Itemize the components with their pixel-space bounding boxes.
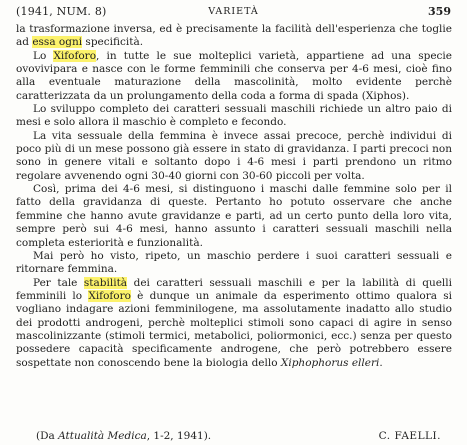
source-suffix: , 1-2, 1941). <box>146 430 212 442</box>
text-run: La vita sessuale della femmina è invece assai precoce, perchè individui di poco più di un mese possono già essere in stato di gravidanza. I parti precoci non sono in genere vitali e soltanto dopo i 4-6 mesi i parti prendono un ritmo regolare avvenendo ogni 30-40 giorni con 30-60 piccoli per volta. <box>16 129 452 182</box>
section-title: VARIETÀ <box>208 6 259 17</box>
text-run: , in tutte le sue molteplici varietà, appartiene ad una specie ovovivipara e nasce con le forme femminili che conserva per 4-6 mesi, cioè fino alla eventuale maturazione della mascolinità, molto evidente perchè caratterizzata da un prolungamento della coda a forma di spada (Xiphos). <box>16 49 453 102</box>
page-number: 359 <box>428 5 451 18</box>
article-body <box>16 23 452 370</box>
highlighted-term: Xifoforo <box>88 289 131 302</box>
source-prefix: (Da <box>36 430 59 442</box>
article-footer <box>16 429 451 443</box>
source-citation <box>36 429 211 443</box>
highlighted-term: Xifoforo <box>53 49 97 62</box>
text-run: Per tale <box>33 276 84 289</box>
highlighted-term: stabilità <box>83 276 128 289</box>
paragraph <box>16 103 452 130</box>
highlighted-term: essa ogni <box>32 36 83 49</box>
running-head <box>16 4 451 20</box>
paragraph <box>16 183 452 250</box>
text-run: . <box>379 356 383 369</box>
paragraph <box>16 130 452 183</box>
species-name: Xiphophorus elleri <box>280 356 380 369</box>
text-run: è dunque un animale da esperimento ottimo qualora si vogliano indagare azioni femminilogene, ma assolutamente inadatto allo studio dei prodotti androgeni, perchè molteplici stimoli sono capaci di agire in senso mascolinizzante (stimoli termici, metabolici, poliormonici, ecc.) senza per questo possedere capacità specificamente androgene, che però potrebbero essere sospettate non conoscendo bene la biologia dello <box>16 289 452 369</box>
author-signature: C. FAELLI. <box>378 430 441 442</box>
text-run: la trasformazione inversa, ed è precisamente la facilità dell'esperienza che toglie ad <box>16 23 452 49</box>
paragraph <box>16 277 452 370</box>
text-run: specificità. <box>82 36 144 49</box>
paragraph <box>16 50 452 103</box>
text-run: Mai però ho visto, ripeto, un maschio perdere i suoi caratteri sessuali e ritornare femmina. <box>16 249 452 276</box>
paragraph <box>16 250 452 277</box>
text-run: Così, prima dei 4-6 mesi, si distinguono i maschi dalle femmine solo per il fatto della gravidanza di queste. Pertanto ho potuto osservare che anche femmine che hanno avute gravidanze e parti, ad un certo punto della loro vita, sempre però sui 4-6 mesi, hanno assunto i caratteri sessuali maschili nella completa esteriorità e funzionalità. <box>16 183 452 249</box>
issue-label: (1941, NUM. 8) <box>16 5 107 18</box>
source-journal: Attualità Medica <box>58 430 147 442</box>
text-run: Lo <box>33 49 54 62</box>
paragraph <box>16 23 452 50</box>
text-run: dei caratteri sessuali maschili e per la labilità di quelli femminili lo <box>16 276 452 302</box>
text-run: Lo sviluppo completo dei caratteri sessuali maschili richiede un altro paio di mesi e solo allora il maschio è completo e fecondo. <box>16 103 452 129</box>
